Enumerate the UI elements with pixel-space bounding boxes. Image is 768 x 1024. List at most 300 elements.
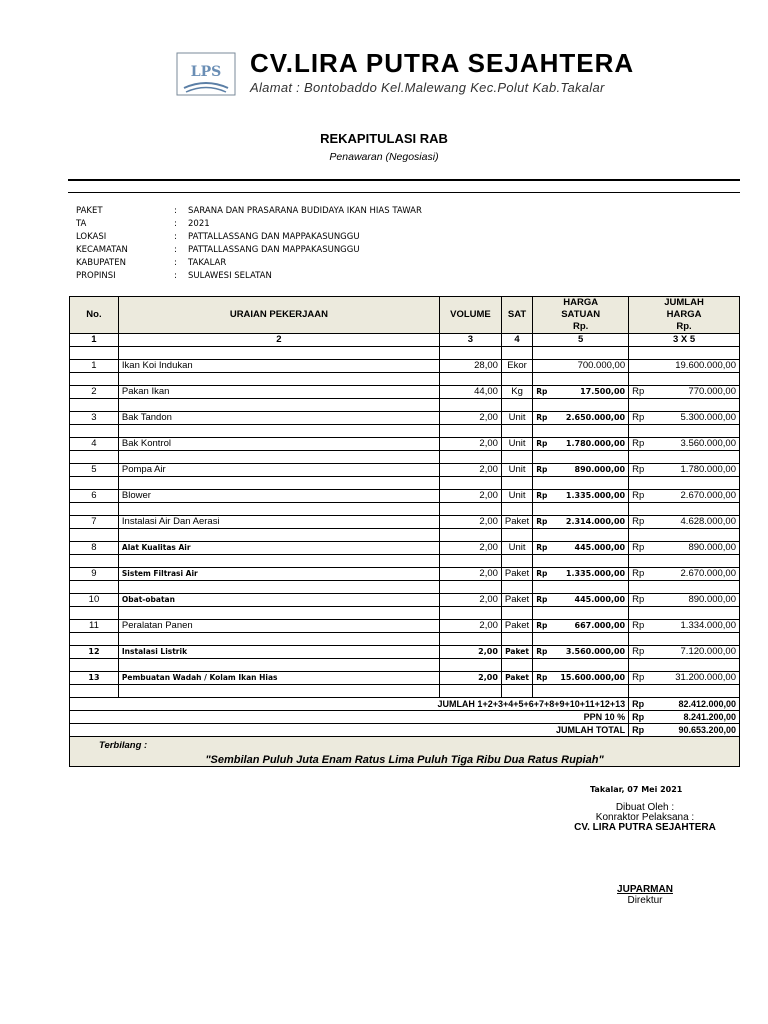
spacer-cell [70, 555, 119, 568]
spacer-cell [501, 633, 532, 646]
info-label: PROPINSI [76, 271, 116, 281]
item-no: 11 [70, 620, 119, 633]
spacer-cell [70, 659, 119, 672]
item-unit-price [533, 490, 629, 503]
item-volume: 2,00 [439, 620, 501, 633]
info-value: SARANA DAN PRASARANA BUDIDAYA IKAN HIAS TAWAR [188, 206, 422, 216]
item-total [629, 360, 740, 373]
item-description: Sistem Filtrasi Air [118, 568, 439, 581]
item-volume: 28,00 [439, 360, 501, 373]
item-volume: 2,00 [439, 568, 501, 581]
item-unit: Paket [501, 646, 532, 659]
signature-role-line: Konraktor Pelaksana : [595, 812, 695, 823]
spacer-cell [118, 659, 439, 672]
svg-text:LPS: LPS [190, 64, 222, 80]
item-total [629, 568, 740, 581]
table-row [70, 412, 740, 425]
item-volume: 44,00 [439, 386, 501, 399]
spacer-row [70, 347, 740, 360]
terbilang-cell [70, 737, 740, 767]
total-value: 2.670.000,00 [680, 490, 736, 501]
terbilang-row [70, 737, 740, 767]
spacer-cell [533, 399, 629, 412]
item-unit-price [533, 542, 629, 555]
table-row [70, 464, 740, 477]
table-row [70, 568, 740, 581]
spacer-cell [533, 633, 629, 646]
spacer-cell [629, 347, 740, 360]
item-unit: Unit [501, 438, 532, 451]
table-row [70, 490, 740, 503]
index-cell: 3 X 5 [629, 334, 740, 347]
item-unit-price [533, 594, 629, 607]
spacer-cell [439, 503, 501, 516]
unit-price-value: 1.335.000,00 [565, 569, 626, 578]
col-header-volume: VOLUME [439, 297, 501, 334]
currency-label: Rp [536, 673, 548, 682]
item-no: 8 [70, 542, 119, 555]
item-unit-price [533, 464, 629, 477]
col-header-harga-line1: HARGA [563, 297, 599, 308]
spacer-cell [439, 659, 501, 672]
spacer-cell [118, 451, 439, 464]
item-volume: 2,00 [439, 646, 501, 659]
item-no: 12 [70, 646, 119, 659]
spacer-row [70, 503, 740, 516]
item-no: 5 [70, 464, 119, 477]
currency-label: Rp [536, 569, 548, 578]
info-value: 2021 [188, 219, 210, 229]
terbilang-text: "Sembilan Puluh Juta Enam Ratus Lima Puluh Tiga Ribu Dua Ratus Rupiah" [205, 754, 604, 766]
item-no: 7 [70, 516, 119, 529]
spacer-cell [501, 581, 532, 594]
spacer-cell [118, 503, 439, 516]
spacer-cell [118, 685, 439, 698]
item-unit: Paket [501, 594, 532, 607]
item-unit: Unit [501, 542, 532, 555]
item-no: 13 [70, 672, 119, 685]
spacer-cell [439, 685, 501, 698]
item-no: 6 [70, 490, 119, 503]
spacer-cell [501, 659, 532, 672]
total-value: 4.628.000,00 [680, 516, 736, 527]
total-value: 1.334.000,00 [680, 620, 736, 631]
spacer-cell [70, 607, 119, 620]
unit-price-value: 1.780.000,00 [565, 439, 626, 448]
info-label: KABUPATEN [76, 258, 126, 268]
spacer-cell [118, 425, 439, 438]
spacer-cell [533, 373, 629, 386]
item-description: Peralatan Panen [118, 620, 439, 633]
spacer-cell [629, 373, 740, 386]
signature-date: Takalar, 07 Mei 2021 [590, 785, 683, 794]
item-unit: Ekor [501, 360, 532, 373]
item-unit: Unit [501, 412, 532, 425]
spacer-cell [533, 659, 629, 672]
item-volume: 2,00 [439, 516, 501, 529]
summary-row [70, 698, 740, 711]
index-cell: 5 [533, 334, 629, 347]
summary-value: 82.412.000,00 [678, 699, 736, 709]
spacer-cell [501, 685, 532, 698]
item-description: Bak Tandon [118, 412, 439, 425]
currency-label: Rp [536, 595, 548, 604]
table-row [70, 360, 740, 373]
item-description: Pakan Ikan [118, 386, 439, 399]
unit-price-value: 2.314.000,00 [565, 517, 626, 526]
signature-made-by: Dibuat Oleh : [615, 802, 675, 813]
currency-label: Rp [632, 712, 645, 722]
item-unit: Paket [501, 672, 532, 685]
info-label: KECAMATAN [76, 245, 128, 255]
spacer-cell [439, 451, 501, 464]
item-unit-price [533, 386, 629, 399]
index-cell: 2 [118, 334, 439, 347]
spacer-cell [439, 425, 501, 438]
spacer-row [70, 425, 740, 438]
spacer-cell [629, 529, 740, 542]
currency-label: Rp [632, 672, 645, 683]
item-description: Bak Kontrol [118, 438, 439, 451]
table-header-row [70, 297, 740, 334]
spacer-cell [533, 347, 629, 360]
currency-label: Rp [632, 464, 645, 475]
item-description: Alat Kualitas Air [118, 542, 439, 555]
currency-label: Rp [536, 413, 548, 422]
spacer-cell [501, 607, 532, 620]
spacer-cell [629, 685, 740, 698]
spacer-cell [70, 451, 119, 464]
item-description: Blower [118, 490, 439, 503]
currency-label: Rp [632, 542, 645, 553]
spacer-row [70, 451, 740, 464]
item-volume: 2,00 [439, 412, 501, 425]
unit-price-value: 3.560.000,00 [565, 647, 626, 656]
col-header-jumlah [629, 297, 740, 334]
item-total [629, 464, 740, 477]
spacer-cell [501, 477, 532, 490]
item-description: Pompa Air [118, 464, 439, 477]
spacer-cell [629, 607, 740, 620]
item-no: 2 [70, 386, 119, 399]
spacer-row [70, 477, 740, 490]
spacer-row [70, 581, 740, 594]
spacer-row [70, 607, 740, 620]
spacer-cell [501, 399, 532, 412]
unit-price-value: 17.500,00 [580, 387, 626, 396]
spacer-cell [629, 581, 740, 594]
spacer-cell [629, 425, 740, 438]
col-header-harga-line2: SATUAN [561, 309, 601, 320]
index-cell: 3 [439, 334, 501, 347]
table-row [70, 438, 740, 451]
spacer-cell [70, 581, 119, 594]
item-description: Pembuatan Wadah / Kolam Ikan Hias [118, 672, 439, 685]
signature-company: CV. LIRA PUTRA SEJAHTERA [574, 822, 716, 833]
table-row [70, 542, 740, 555]
currency-label: Rp [632, 568, 645, 579]
total-value: 31.200.000,00 [675, 672, 736, 683]
item-unit-price [533, 646, 629, 659]
currency-label: Rp [536, 543, 548, 552]
col-header-sat: SAT [501, 297, 532, 334]
item-total [629, 516, 740, 529]
table-row [70, 646, 740, 659]
divider-thin [68, 192, 740, 193]
spacer-row [70, 529, 740, 542]
spacer-row [70, 659, 740, 672]
item-total [629, 438, 740, 451]
item-volume: 2,00 [439, 464, 501, 477]
document-subtitle: Penawaran (Negosiasi) [329, 151, 439, 163]
spacer-cell [439, 633, 501, 646]
item-total [629, 620, 740, 633]
spacer-cell [118, 607, 439, 620]
spacer-cell [629, 451, 740, 464]
table-row [70, 620, 740, 633]
col-header-harga-line3: Rp. [573, 321, 589, 332]
spacer-cell [533, 477, 629, 490]
item-no: 9 [70, 568, 119, 581]
index-cell: 1 [70, 334, 119, 347]
total-value: 7.120.000,00 [680, 646, 736, 657]
spacer-cell [70, 399, 119, 412]
total-value: 2.670.000,00 [680, 568, 736, 579]
info-colon: : [174, 206, 177, 216]
info-value: PATTALLASSANG DAN MAPPAKASUNGGU [188, 245, 360, 255]
item-total [629, 646, 740, 659]
info-colon: : [174, 232, 177, 242]
total-value: 890.000,00 [688, 542, 736, 553]
item-total [629, 672, 740, 685]
spacer-cell [439, 555, 501, 568]
currency-label: Rp [536, 439, 548, 448]
spacer-cell [70, 347, 119, 360]
col-header-jumlah-line3: Rp. [676, 321, 692, 332]
item-unit: Kg [501, 386, 532, 399]
spacer-cell [70, 529, 119, 542]
spacer-cell [118, 399, 439, 412]
spacer-cell [629, 633, 740, 646]
company-name: CV.LIRA PUTRA SEJAHTERA [250, 48, 635, 78]
spacer-cell [501, 373, 532, 386]
total-value: 19.600.000,00 [675, 360, 736, 371]
document-title: REKAPITULASI RAB [320, 131, 448, 146]
total-value: 1.780.000,00 [680, 464, 736, 475]
spacer-cell [533, 607, 629, 620]
item-no: 1 [70, 360, 119, 373]
spacer-cell [70, 373, 119, 386]
spacer-cell [533, 425, 629, 438]
spacer-cell [533, 555, 629, 568]
item-unit-price [533, 360, 629, 373]
item-total [629, 542, 740, 555]
item-unit-price [533, 672, 629, 685]
item-unit-price [533, 516, 629, 529]
item-total [629, 490, 740, 503]
spacer-row [70, 399, 740, 412]
spacer-cell [533, 685, 629, 698]
info-colon: : [174, 245, 177, 255]
item-description: Ikan Koi Indukan [118, 360, 439, 373]
spacer-row [70, 633, 740, 646]
signatory-name: JUPARMAN [617, 884, 673, 895]
item-unit-price [533, 620, 629, 633]
info-label: TA [76, 219, 87, 229]
currency-label: Rp [632, 594, 645, 605]
currency-label: Rp [632, 646, 645, 657]
company-address: Alamat : Bontobaddo Kel.Malewang Kec.Polut Kab.Takalar [250, 80, 605, 95]
spacer-cell [533, 529, 629, 542]
currency-label: Rp [536, 465, 548, 474]
spacer-cell [70, 425, 119, 438]
spacer-cell [629, 555, 740, 568]
col-header-harga [533, 297, 629, 334]
item-unit-price [533, 568, 629, 581]
unit-price-value: 445.000,00 [574, 595, 626, 604]
table-row [70, 516, 740, 529]
col-header-jumlah-line2: HARGA [666, 309, 702, 320]
info-colon: : [174, 258, 177, 268]
spacer-cell [629, 503, 740, 516]
divider-thick [68, 179, 740, 181]
spacer-cell [439, 399, 501, 412]
item-no: 10 [70, 594, 119, 607]
spacer-cell [70, 685, 119, 698]
item-total [629, 594, 740, 607]
item-unit: Unit [501, 464, 532, 477]
spacer-cell [629, 399, 740, 412]
summary-amount [629, 711, 740, 724]
rab-table [69, 296, 740, 767]
info-colon: : [174, 219, 177, 229]
table-row [70, 386, 740, 399]
currency-label: Rp [632, 438, 645, 449]
item-total [629, 386, 740, 399]
currency-label: Rp [632, 386, 645, 397]
currency-label: Rp [632, 699, 645, 709]
unit-price-value: 445.000,00 [574, 543, 626, 552]
currency-label: Rp [536, 387, 548, 396]
item-no: 4 [70, 438, 119, 451]
unit-price-value: 700.000,00 [577, 360, 626, 371]
spacer-cell [501, 347, 532, 360]
currency-label: Rp [632, 725, 645, 735]
spacer-cell [118, 581, 439, 594]
spacer-cell [439, 607, 501, 620]
info-label: LOKASI [76, 232, 107, 242]
summary-amount [629, 724, 740, 737]
item-total [629, 412, 740, 425]
column-index-row [70, 334, 740, 347]
total-value: 5.300.000,00 [680, 412, 736, 423]
summary-value: 8.241.200,00 [683, 712, 736, 722]
currency-label: Rp [632, 516, 645, 527]
spacer-row [70, 685, 740, 698]
spacer-cell [533, 451, 629, 464]
col-header-jumlah-line1: JUMLAH [664, 297, 704, 308]
item-unit: Paket [501, 620, 532, 633]
item-volume: 2,00 [439, 490, 501, 503]
total-value: 890.000,00 [688, 594, 736, 605]
item-volume: 2,00 [439, 594, 501, 607]
unit-price-value: 890.000,00 [574, 465, 626, 474]
spacer-cell [439, 477, 501, 490]
unit-price-value: 1.335.000,00 [565, 491, 626, 500]
item-volume: 2,00 [439, 672, 501, 685]
spacer-cell [118, 373, 439, 386]
item-description: Instalasi Air Dan Aerasi [118, 516, 439, 529]
spacer-cell [629, 477, 740, 490]
spacer-cell [439, 581, 501, 594]
table-body [70, 334, 740, 767]
spacer-row [70, 555, 740, 568]
spacer-cell [118, 555, 439, 568]
summary-label: PPN 10 % [70, 711, 629, 724]
info-label: PAKET [76, 206, 103, 216]
currency-label: Rp [536, 491, 548, 500]
summary-row [70, 724, 740, 737]
summary-label: JUMLAH TOTAL [70, 724, 629, 737]
spacer-cell [70, 633, 119, 646]
table-row [70, 594, 740, 607]
table-row [70, 672, 740, 685]
company-logo [176, 52, 236, 96]
spacer-cell [501, 529, 532, 542]
spacer-cell [118, 477, 439, 490]
spacer-cell [439, 347, 501, 360]
item-description: Instalasi Listrik [118, 646, 439, 659]
currency-label: Rp [536, 647, 548, 656]
signatory-position: Direktur [627, 895, 663, 906]
item-volume: 2,00 [439, 438, 501, 451]
unit-price-value: 15.600.000,00 [560, 673, 626, 682]
summary-row [70, 711, 740, 724]
item-no: 3 [70, 412, 119, 425]
item-volume: 2,00 [439, 542, 501, 555]
currency-label: Rp [632, 412, 645, 423]
info-value: TAKALAR [188, 258, 227, 268]
spacer-cell [533, 503, 629, 516]
currency-label: Rp [632, 620, 645, 631]
index-cell: 4 [501, 334, 532, 347]
item-description: Obat-obatan [118, 594, 439, 607]
item-unit: Paket [501, 568, 532, 581]
spacer-row [70, 373, 740, 386]
info-value: SULAWESI SELATAN [188, 271, 272, 281]
summary-label: JUMLAH 1+2+3+4+5+6+7+8+9+10+11+12+13 [70, 698, 629, 711]
total-value: 3.560.000,00 [680, 438, 736, 449]
spacer-cell [70, 503, 119, 516]
spacer-cell [118, 633, 439, 646]
spacer-cell [118, 347, 439, 360]
unit-price-value: 667.000,00 [574, 621, 626, 630]
summary-value: 90.653.200,00 [678, 725, 736, 735]
spacer-cell [118, 529, 439, 542]
item-unit: Unit [501, 490, 532, 503]
unit-price-value: 2.650.000,00 [565, 413, 626, 422]
terbilang-label: Terbilang : [99, 740, 148, 751]
spacer-cell [501, 555, 532, 568]
letterhead [172, 48, 650, 100]
spacer-cell [501, 451, 532, 464]
col-header-no: No. [70, 297, 119, 334]
item-unit: Paket [501, 516, 532, 529]
info-value: PATTALLASSANG DAN MAPPAKASUNGGU [188, 232, 360, 242]
summary-amount [629, 698, 740, 711]
info-colon: : [174, 271, 177, 281]
spacer-cell [439, 373, 501, 386]
